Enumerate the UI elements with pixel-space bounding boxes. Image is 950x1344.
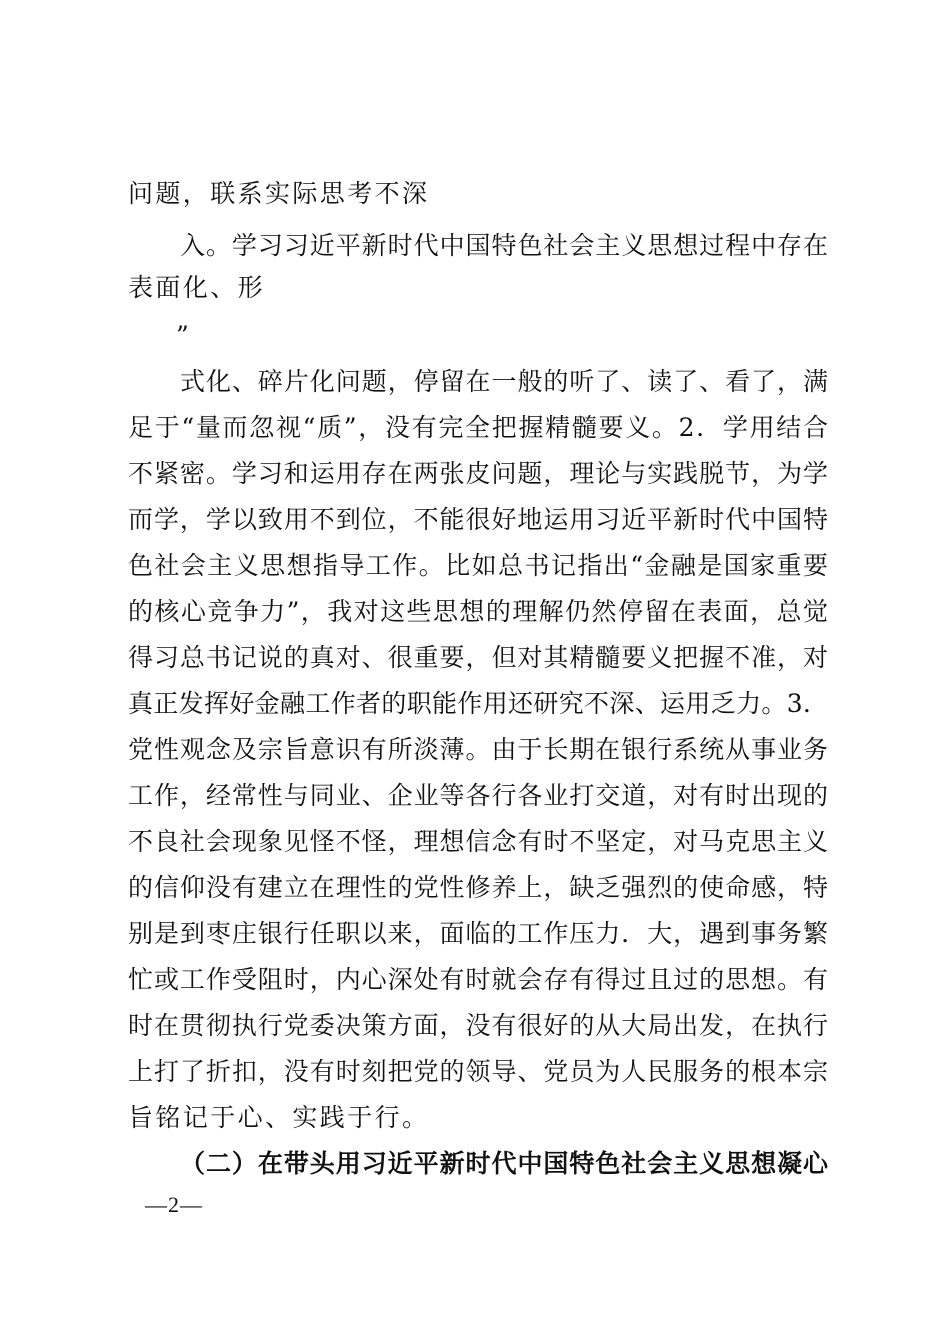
text-line: 而学，学以致用不到位，不能很好地运用习近平新时代中国特 (128, 505, 828, 534)
text-line: 入。学习习近平新时代中国特色社会主义思想过程中存在 (180, 231, 828, 260)
section-heading: （二）在带头用习近平新时代中国特色社会主义思想凝心 (180, 1149, 828, 1178)
text-line: 不紧密。学习和运用存在两张皮问题，理论与实践脱节，为学 (128, 459, 828, 488)
page-number: —2— (145, 1192, 203, 1217)
text-line: 问题，联系实际思考不深 (128, 179, 430, 208)
text-line: 真正发挥好金融工作者的职能作用还研究不深、运用乏力。3． (128, 689, 828, 718)
text-line: 工作，经常性与同业、企业等各行各业打交道，对有时出现的 (128, 781, 828, 810)
text-line: 的核心竞争力”，我对这些思想的理解仍然停留在表面，总觉 (128, 597, 828, 626)
text-line: 不良社会现象见怪不怪，理想信念有时不坚定，对马克思主义 (128, 827, 828, 856)
text-line: 上打了折扣，没有时刻把党的领导、党员为人民服务的根本宗 (128, 1057, 828, 1086)
text-line: 表面化、形 (128, 273, 266, 302)
text-line: 别是到枣庄银行任职以来，面临的工作压力．大，遇到事务繁 (128, 919, 828, 948)
text-line: 式化、碎片化问题，停留在一般的听了、读了、看了，满 (180, 367, 828, 396)
text-line: 旨铭记于心、实践于行。 (128, 1103, 430, 1132)
text-line: 时在贯彻执行党委决策方面，没有很好的从大局出发，在执行 (128, 1011, 828, 1040)
text-line: 得习总书记说的真对、很重要，但对其精髓要义把握不准，对 (128, 643, 828, 672)
text-line: 忙或工作受阻时，内心深处有时就会存有得过且过的思想。有 (128, 965, 828, 994)
text-line: 足于“量而忽视“质”，没有完全把握精髓要义。2．学用结合 (128, 413, 828, 442)
text-line: ” (176, 321, 192, 350)
text-line: 色社会主义思想指导工作。比如总书记指出“金融是国家重要 (128, 551, 828, 580)
text-line: 党性观念及宗旨意识有所淡薄。由于长期在银行系统从事业务 (128, 735, 828, 764)
text-line: 的信仰没有建立在理性的党性修养上，缺乏强烈的使命感，特 (128, 873, 828, 902)
